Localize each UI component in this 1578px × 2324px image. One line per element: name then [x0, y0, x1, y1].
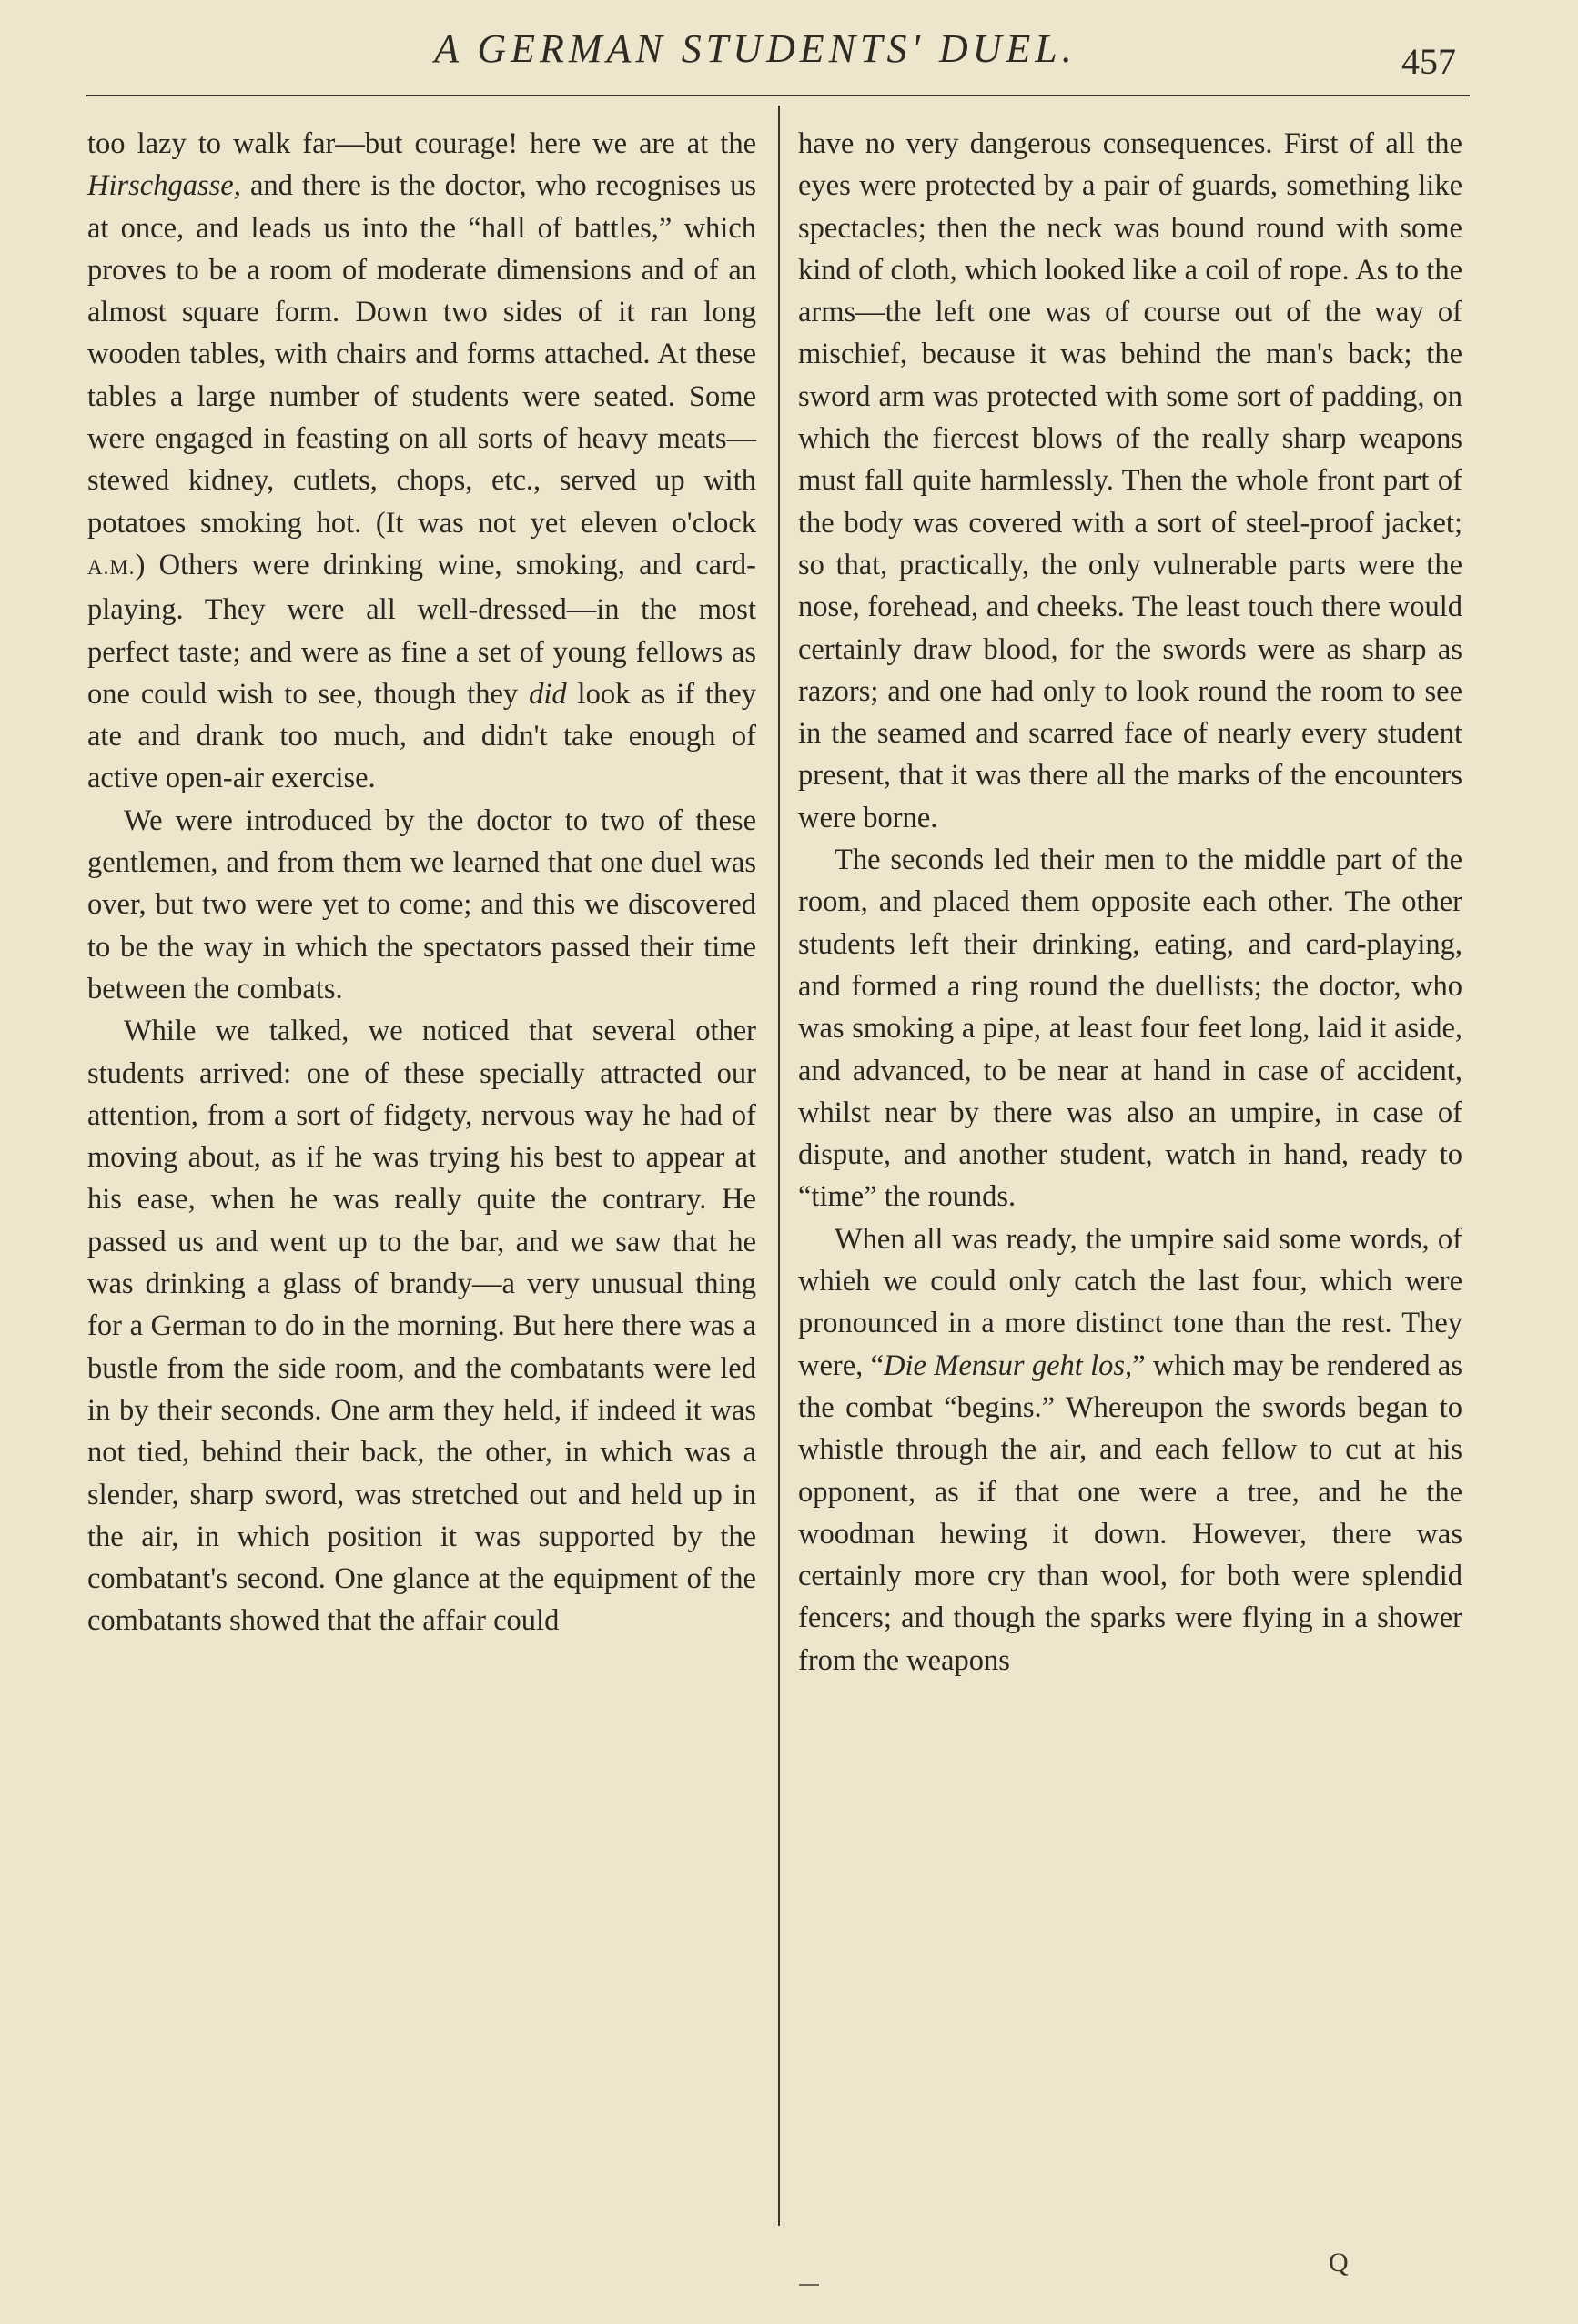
- right-column: [798, 123, 1462, 1682]
- right-paragraph-2: The seconds led their men to the middle part of the room, and placed them opposite each other. The other students left their drinking, eating, and card-playing, and formed a ring round the duellists; the doctor, who was smoking a pipe, at least four feet long, laid it aside, and advanced, to be near at hand in case of accident, whilst near by there was also an umpire, in case of dispute, and another student, watch in hand, ready to “time” the rounds.: [798, 844, 1462, 1214]
- header-rule: [86, 95, 1470, 96]
- right-paragraph-3: When all was ready, the umpire said some words, of whieh we could only catch the last four, which were pronounced in a more distinct tone than the rest. They were, “Die Mensur geht los,” which may be rendered as the combat “begins.” Whereupon the swords began to whistle through the air, and each fellow to cut at his opponent, as if that one were a tree, and he the woodman hewing it down. However, there was certainly more cry than wool, for both were splendid fencers; and though the sparks were flying in a shower from the weapons: [798, 1222, 1462, 1677]
- right-paragraph-1: have no very dangerous consequences. First of all the eyes were protected by a pair of guards, something like spectacles; then the neck was bound round with some kind of cloth, which looked like a coil of rope. As to the arms—the left one was of course out of the way of mischief, because it was behind the man's back; the sword arm was protected with some sort of padding, on which the fiercest blows of the really sharp weapons must fall quite harmlessly. Then the whole front part of the body was covered with a sort of steel-proof jacket; so that, practically, the only vulnerable parts were the nose, forehead, and cheeks. The least touch there would certainly draw blood, for the swords were as sharp as razors; and one had only to look round the room to see in the seamed and scarred face of nearly every student present, that it was there all the marks of the encounters were borne.: [798, 127, 1462, 834]
- running-head: A GERMAN STUDENTS' DUEL.: [434, 26, 1077, 71]
- place-name: Hirschgasse,: [87, 169, 241, 203]
- page-number: 457: [1401, 41, 1456, 82]
- signature-mark: Q: [1329, 2248, 1349, 2278]
- column-divider: [778, 106, 780, 2226]
- left-paragraph-3: While we talked, we noticed that several other students arrived: one of these specially attracted our attention, from a sort of fidgety, nervous way he had of moving about, as if he was trying his best to appear at his ease, when he was really quite the contrary. He passed us and went up to the bar, and we saw that he was drinking a glass of brandy—a very unusual thing for a German to do in the morning. But here there was a bustle from the side room, and the combatants were led in by their seconds. One arm they held, if indeed it was not tied, behind their back, the other, in which was a slender, sharp sword, was stretched out and held up in the air, in which position it was supported by the combatant's second. One glance at the equipment of the combatants showed that the affair could: [87, 1015, 756, 1638]
- left-paragraph-1: too lazy to walk far—but courage! here we are at the Hirschgasse, and there is the doctor, who recognises us at once, and leads us into the “hall of battles,” which proves to be a room of moderate dimensions and of an almost square form. Down two sides of it ran long wooden tables, with chairs and forms attached. At these tables a large number of students were seated. Some were engaged in feasting on all sorts of heavy meats—stewed kidney, cutlets, chops, etc., served up with potatoes smoking hot. (It was not yet eleven o'clock A.M.) Others were drinking wine, smoking, and card-playing. They were all well-dressed—in the most perfect taste; and were as fine a set of young fellows as one could wish to see, though they did look as if they ate and drank too much, and didn't take enough of active open-air exercise.: [87, 127, 756, 795]
- footer-dash: [799, 2284, 819, 2286]
- emphasis-did: did: [529, 677, 567, 711]
- german-phrase: Die Mensur geht los,: [884, 1349, 1133, 1382]
- left-column: [87, 123, 756, 1642]
- left-paragraph-2: We were introduced by the doctor to two of these gentlemen, and from them we learned that one duel was over, but two were yet to come; and this we discovered to be the way in which the spectators passed their time between the combats.: [87, 803, 756, 1005]
- time-abbreviation: A.M.: [87, 555, 136, 579]
